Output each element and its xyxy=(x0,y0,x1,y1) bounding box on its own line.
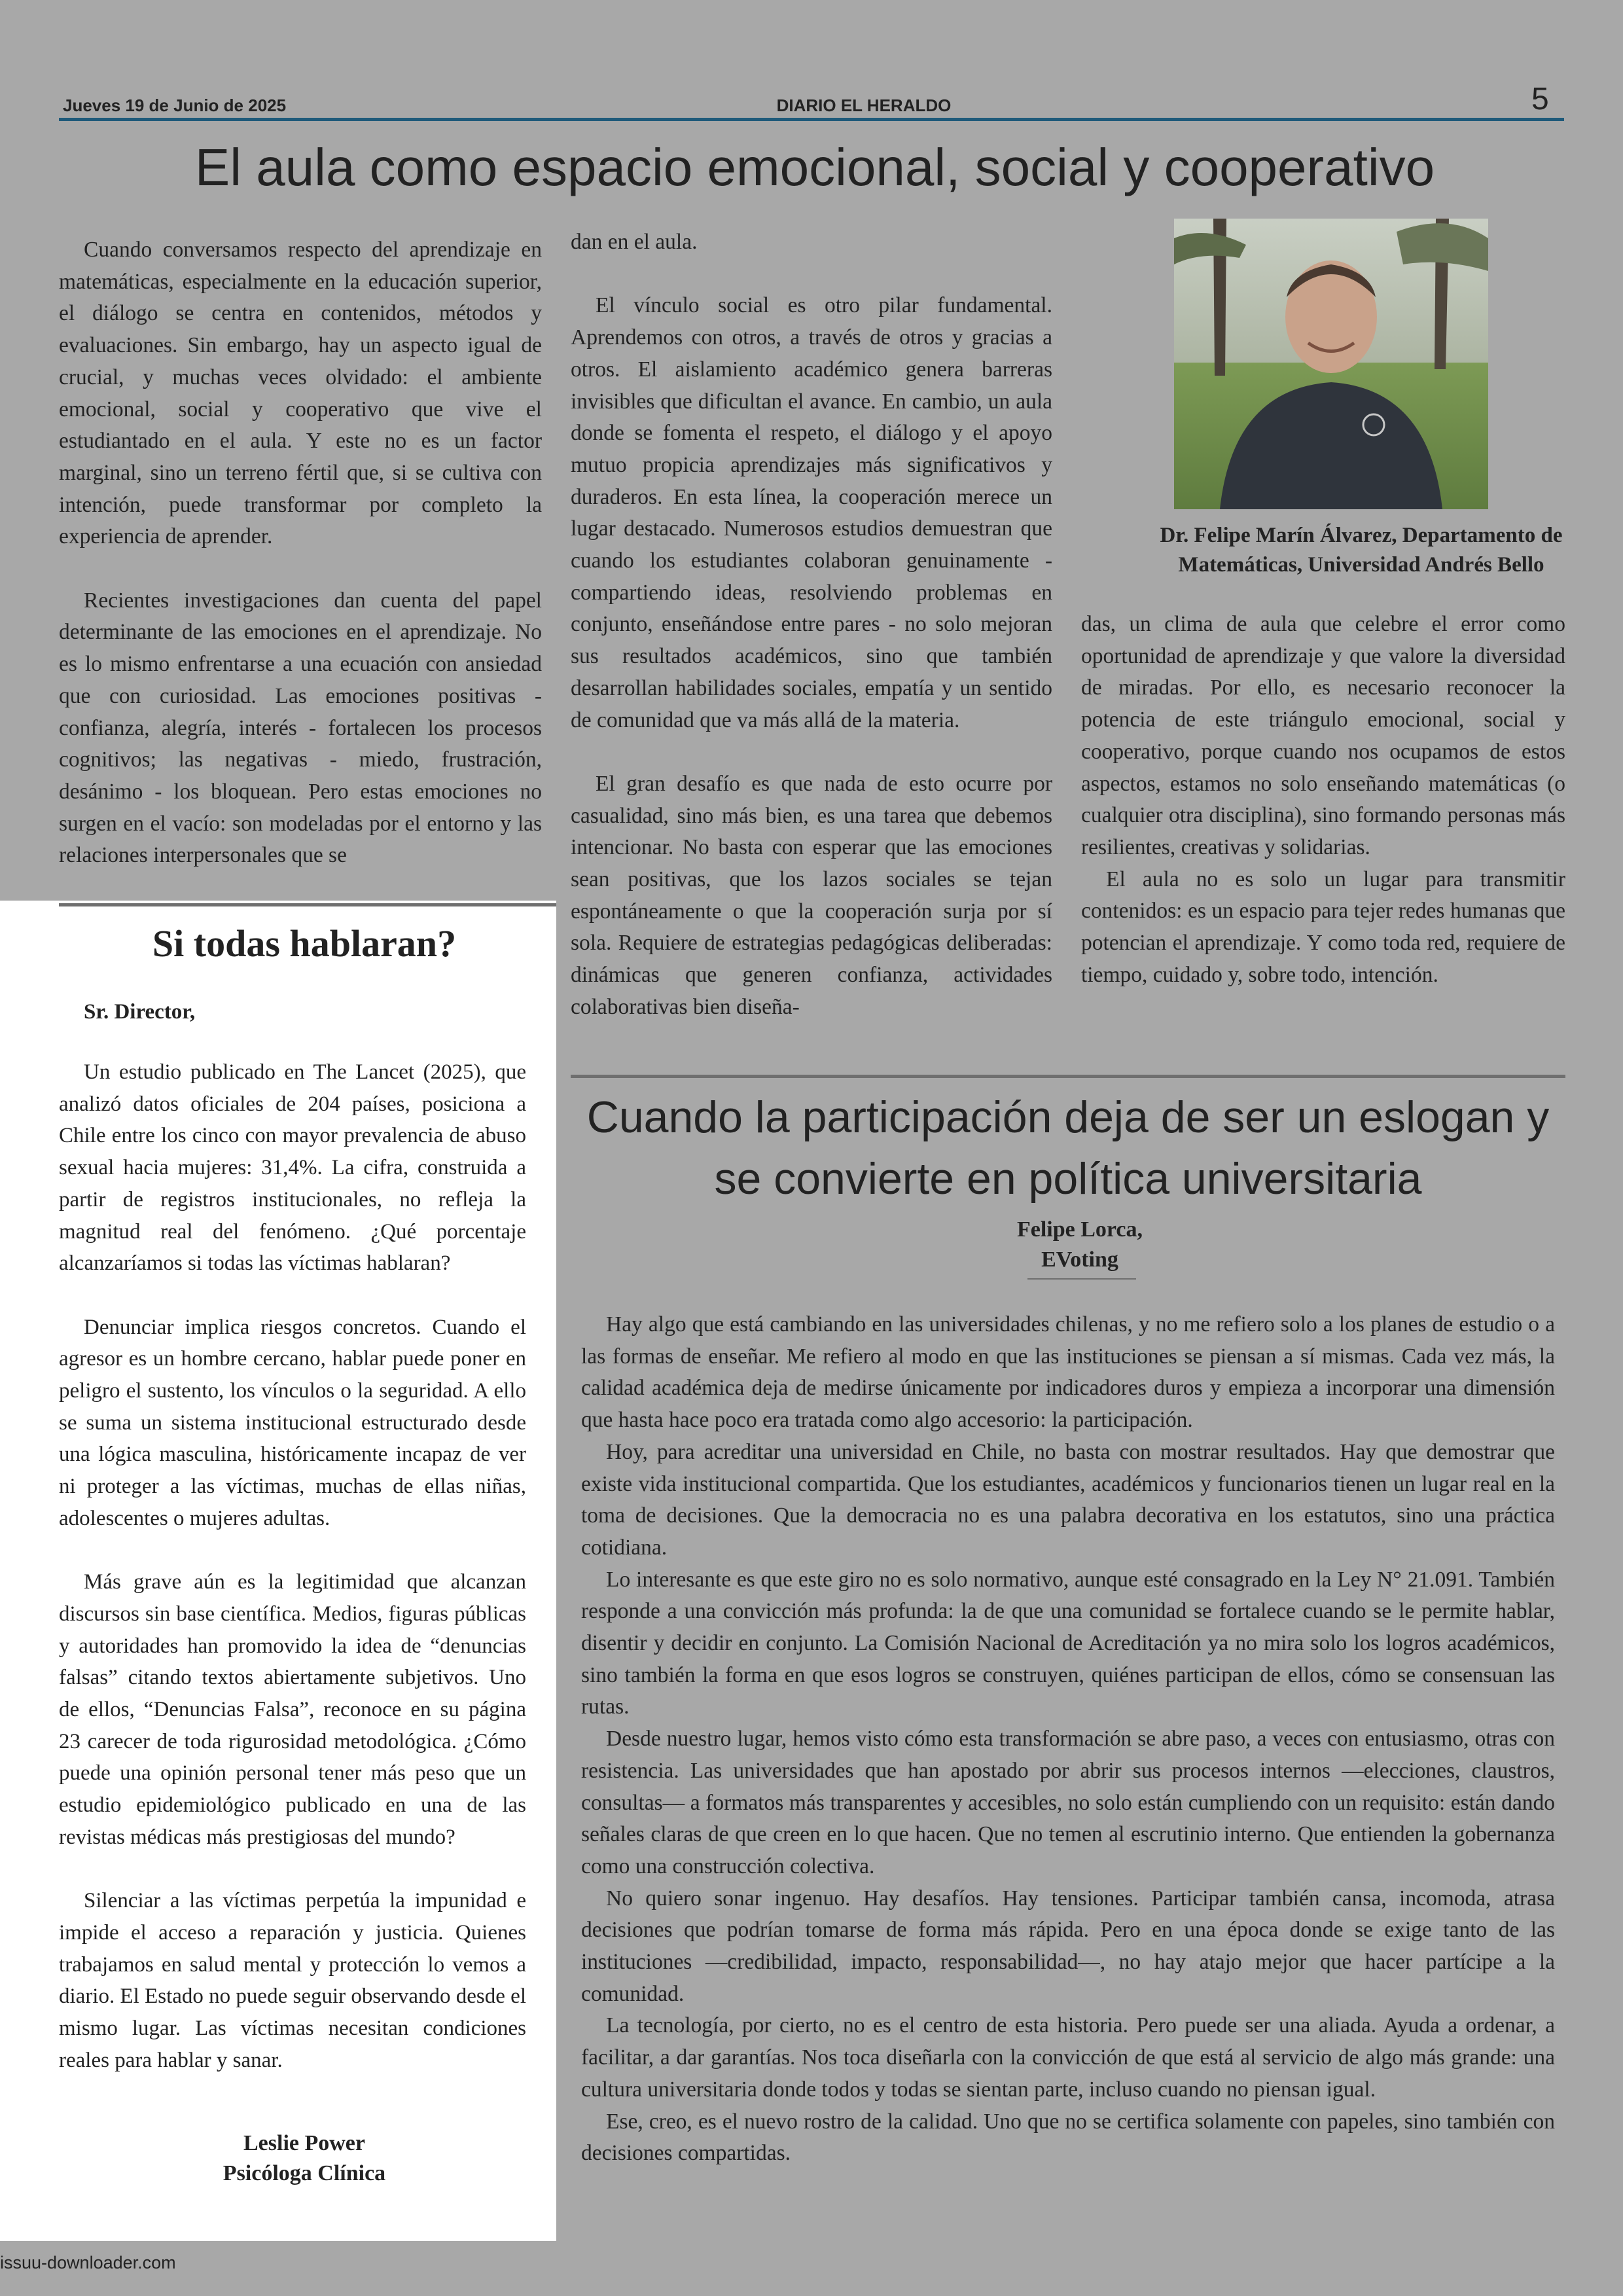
article2-title xyxy=(571,1086,1565,1210)
paragraph: El aula no es solo un lugar para transmitir contenidos: es un espacio para tejer redes humanas que potencian el aprendizaje. Y como toda red, requiere de tiempo, cuidado y, sobre todo, intención. xyxy=(1081,867,1565,987)
article-title: El aula como espacio emocional, social y cooperativo xyxy=(194,138,1435,196)
paragraph: El gran desafío es que nada de esto ocurre por casualidad, sino más bien, es una tarea que debemos intencionar. No basta con esperar que las emociones sean positivas, que los lazos sociales se tejan espontáneamente o que la cooperación surja por sí sola. Requiere de estrategias pedagógicas deliberadas: dinámicas que generen confianza, actividades colaborativas bien diseña- xyxy=(571,771,1052,1019)
article2-body xyxy=(581,1309,1555,2170)
paragraph: La tecnología, por cierto, no es el centro de esta historia. Pero puede ser una aliada. Ayuda a ordenar, a facilitar, a dar garantías. Nos toca diseñarla con la convicción de que está al servicio de algo más grande: una cultura universitaria donde todos y todas se sientan parte, incluso cuando no piensan igual. xyxy=(581,2013,1555,2102)
paragraph: Desde nuestro lugar, hemos visto cómo esta transformación se abre paso, a veces con entusiasmo, otras con resistencia. Las universidades que han apostado por abrir sus procesos internos —elecciones, claustros, consultas— a formatos más transparentes y accesibles, no solo están cumpliendo con un requisito: están dando señales claras de que creen en lo que hacen. Que no temen al escrutinio interno. Que entienden la gobernanza como una construcción colectiva. xyxy=(581,1727,1555,1878)
letter-body xyxy=(59,1056,526,2076)
article2-title-line-1: Cuando la participación deja de ser un eslogan y xyxy=(586,1092,1550,1142)
paragraph: Lo interesante es que este giro no es solo normativo, aunque esté consagrado en la Ley N° 21.091. También responde a una convicción más profunda: la de que una comunidad se fortalece cuando se le permite hablar, disentir y decidir en conjunto. La Comisión Nacional de Acreditación ya no mira solo los logros académicos, sino también la forma en que esos logros se construyen, quiénes participan de ellos, cómo se consensuan las rutas. xyxy=(581,1567,1555,1719)
article2-top-rule xyxy=(571,1075,1565,1078)
paragraph: dan en el aula. xyxy=(571,230,698,254)
article-column-2 xyxy=(571,226,1052,1024)
issue-date: Jueves 19 de Junio de 2025 xyxy=(63,96,287,115)
article2-byline xyxy=(949,1215,1211,1275)
letter-salutation: Sr. Director, xyxy=(84,1000,196,1024)
paragraph: El vínculo social es otro pilar fundamental. Aprendemos con otros, a través de otros y gracias a otros. El aislamiento académico genera barreras invisibles que dificultan el avance. En cambio, un aula donde se fomenta el respeto, el diálogo y el apoyo mutuo propicia aprendizajes más significativos y duraderos. En esta línea, la cooperación merece un lugar destacado. Numerosos estudios demuestran que cuando los estudiantes colaboran genuinamente - compartiendo ideas, resolviendo problemas en conjunto, enseñándose entre pares - no solo mejoran sus resultados académicos, sino que también desarrollan habilidades sociales, empatía y un sentido de comunidad que va más allá de la materia. xyxy=(571,293,1052,732)
byline-author: Felipe Lorca, xyxy=(1017,1217,1143,1242)
article-column-1 xyxy=(59,234,542,872)
signature-name: Leslie Power xyxy=(243,2131,365,2155)
paragraph: Hoy, para acreditar una universidad en Chile, no basta con mostrar resultados. Hay que demostrar que existe vida institucional compartida. Que los estudiantes, académicos y funcionarios tienen un lugar real en la toma de decisiones. Que la democracia no es una palabra decorativa en los estatutos, sino una práctica cotidiana. xyxy=(581,1439,1555,1560)
article-column-3 xyxy=(1081,609,1565,991)
header-rule xyxy=(59,118,1564,121)
paragraph: Más grave aún es la legitimidad que alcanzan discursos sin base científica. Medios, figuras públicas y autoridades han promovido la idea de “denuncias falsas” citando textos abiertamente subjetivos. Uno de ellos, “Denuncias Falsa”, reconoce en su página 23 carecer de toda rigurosidad metodológica. ¿Cómo puede una opinión personal tener más peso que un estudio epidemiológico publicado en una de las revistas médicas más prestigiosas del mundo? xyxy=(59,1570,526,1849)
article2-title-line-2: se convierte en política universitaria xyxy=(714,1154,1422,1204)
watermark: issuu-downloader.com xyxy=(0,2253,176,2272)
paragraph: Ese, creo, es el nuevo rostro de la calidad. Uno que no se certifica solamente con papeles, sino también con decisiones compartidas. xyxy=(581,2109,1555,2166)
photo-caption: Dr. Felipe Marín Álvarez, Departamento de Matemáticas, Universidad Andrés Bello xyxy=(1160,524,1563,577)
portrait-image xyxy=(1174,219,1488,509)
paragraph: Silenciar a las víctimas perpetúa la impunidad e impide el acceso a reparación y justicia. Quienes trabajamos en salud mental y protección lo vemos a diario. El Estado no puede seguir observando desde el mismo lugar. Las víctimas necesitan condiciones reales para hablar y sanar. xyxy=(59,1889,526,2072)
paragraph: Recientes investigaciones dan cuenta del papel determinante de las emociones en el aprendizaje. No es lo mismo enfrentarse a una ecuación con ansiedad que con curiosidad. Las emociones positivas - confianza, alegría, interés - fortalecen los procesos cognitivos; las negativas - miedo, frustración, desánimo - los bloquean. Pero estas emociones no surgen en el vacío: son modeladas por el entorno y las relaciones interpersonales que se xyxy=(59,588,542,868)
paragraph: Hay algo que está cambiando en las universidades chilenas, y no me refiero solo a los planes de estudio o a las formas de enseñar. Me refiero al modo en que las instituciones se piensan a sí mismas. Cada vez más, la calidad académica deja de medirse únicamente por indicadores duros y empieza a incorporar una dimensión que hasta hace poco era tratada como algo accesorio: la participación. xyxy=(581,1312,1555,1433)
author-photo xyxy=(1174,219,1488,509)
paragraph: Denunciar implica riesgos concretos. Cuando el agresor es un hombre cercano, hablar puede poner en peligro el sustento, los vínculos o la seguridad. A ello se suma un sistema institucional estructurado desde una lógica masculina, históricamente incapaz de ver ni proteger a las víctimas, muchas de ellas niñas, adolescentes o mujeres adultas. xyxy=(59,1315,526,1530)
byline-underline xyxy=(1027,1278,1136,1280)
newspaper-name: DIARIO EL HERALDO xyxy=(776,96,952,115)
paragraph: No quiero sonar ingenuo. Hay desafíos. Hay tensiones. Participar también cansa, incomoda, atrasa decisiones que podrían tomarse de forma más rápida. Pero en una época donde se exige tanto de las instituciones —credibilidad, impacto, responsabilidad—, no hay atajo mejor que hacer partícipe a la comunidad. xyxy=(581,1886,1555,2006)
paragraph: Cuando conversamos respecto del aprendizaje en matemáticas, especialmente en la educación superior, el diálogo se centra en contenidos, métodos y evaluaciones. Sin embargo, hay un aspecto igual de crucial, y muchas veces olvidado: el ambiente emocional, social y cooperativo que vive el estudiantado en el aula. Y este no es un factor marginal, sino un terreno fértil que, si se cultiva con intención, puede transformar por completo la experiencia de aprender. xyxy=(59,238,542,549)
byline-organization: EVoting xyxy=(1041,1247,1118,1272)
signature-role: Psicóloga Clínica xyxy=(223,2161,386,2185)
paragraph: das, un clima de aula que celebre el error como oportunidad de aprendizaje y que valore la diversidad de miradas. Por ello, es necesario reconocer la potencia de este triángulo emocional, social y cooperativo, porque cuando nos ocupamos de estos aspectos, estamos no solo enseñando matemáticas (o cualquier otra disciplina), sino formando personas más resilientes, creativas y solidarias. xyxy=(1081,612,1565,859)
letter-top-rule xyxy=(59,903,556,906)
paragraph: Un estudio publicado en The Lancet (2025), que analizó datos oficiales de 204 países, posiciona a Chile entre los cinco con mayor prevalencia de abuso sexual hacia mujeres: 31,4%. La cifra, construida a partir de registros institucionales, no refleja la magnitud real del fenómeno. ¿Qué porcentaje alcanzaríamos si todas las víctimas hablaran? xyxy=(59,1060,526,1276)
page-number: 5 xyxy=(1531,82,1549,117)
letter-title: Si todas hablaran? xyxy=(152,922,457,965)
letter-signature xyxy=(59,2128,550,2189)
